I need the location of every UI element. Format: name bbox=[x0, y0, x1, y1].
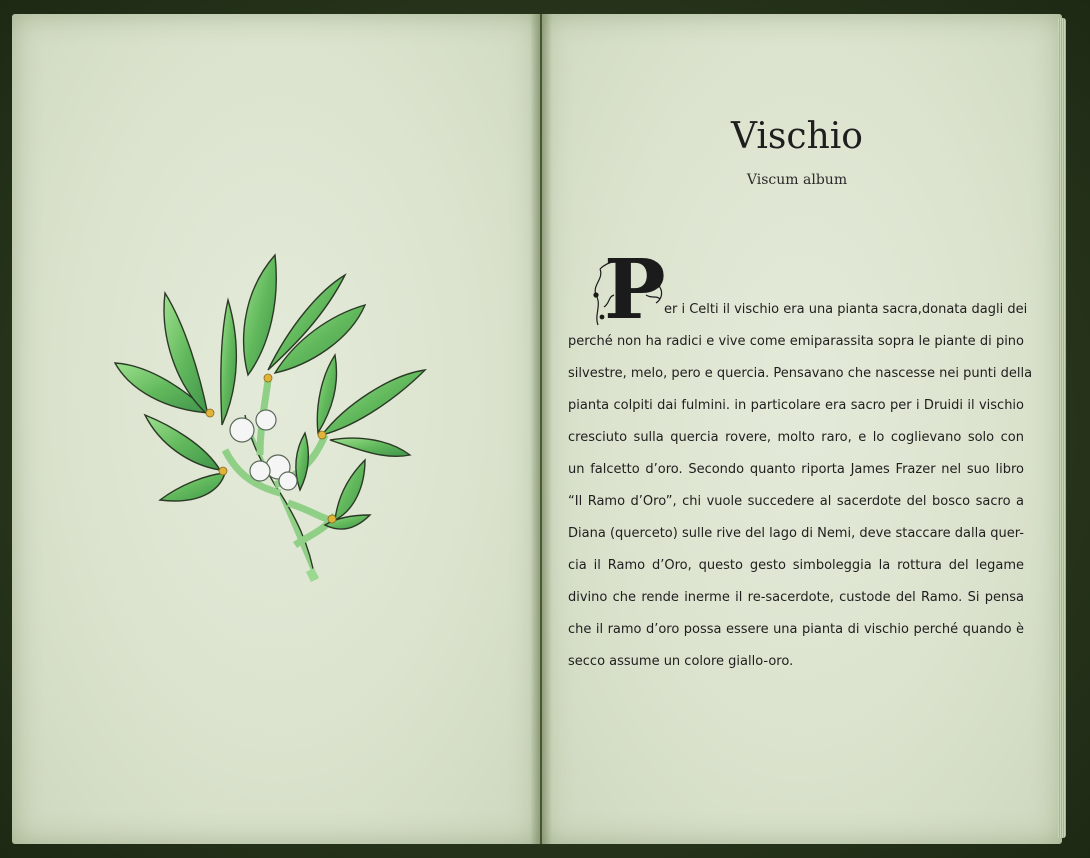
text-line-7: “Il Ramo d’Oro”, chi vuole succedere al sacerdote del bosco sacro a bbox=[568, 494, 1024, 509]
scientific-name: Viscum album bbox=[746, 172, 848, 188]
ornate-dropcap bbox=[590, 242, 668, 338]
mistletoe-illustration-icon bbox=[110, 245, 440, 585]
page-edges bbox=[1058, 18, 1066, 838]
page-title: Vischio bbox=[731, 116, 863, 157]
text-line-5: cresciuto sulla quercia rovere, molto raro, e lo coglievano solo con bbox=[568, 430, 1024, 445]
text-line-8: Diana (querceto) sulle rive del lago di Nemi, deve staccare dalla quer- bbox=[568, 526, 1024, 541]
text-line-1: er i Celti il vischio era una pianta sacra,donata dagli dei bbox=[664, 302, 1028, 317]
text-line-11: che il ramo d’oro possa essere una pianta di vischio perché quando è bbox=[568, 622, 1024, 637]
text-line-10: divino che rende inerme il re-sacerdote, custode del Ramo. Si pensa bbox=[568, 590, 1024, 605]
dropcap-letter: P bbox=[604, 242, 666, 338]
text-line-12: secco assume un colore giallo-oro. bbox=[568, 654, 794, 669]
text-line-3: silvestre, melo, pero e quercia. Pensavano che nascesse nei punti della bbox=[568, 366, 1033, 381]
text-line-9: cia il Ramo d’Oro, questo gesto simboleggia la rottura del legame bbox=[568, 558, 1024, 573]
book-spine bbox=[530, 14, 552, 844]
text-line-6: un falcetto d’oro. Secondo quanto riporta James Frazer nel suo libro bbox=[568, 462, 1024, 477]
text-line-4: pianta colpiti dai fulmini. in particolare era sacro per i Druidi il vischio bbox=[568, 398, 1024, 413]
text-line-2: perché non ha radici e vive come emiparassita sopra le piante di pino bbox=[568, 334, 1024, 349]
